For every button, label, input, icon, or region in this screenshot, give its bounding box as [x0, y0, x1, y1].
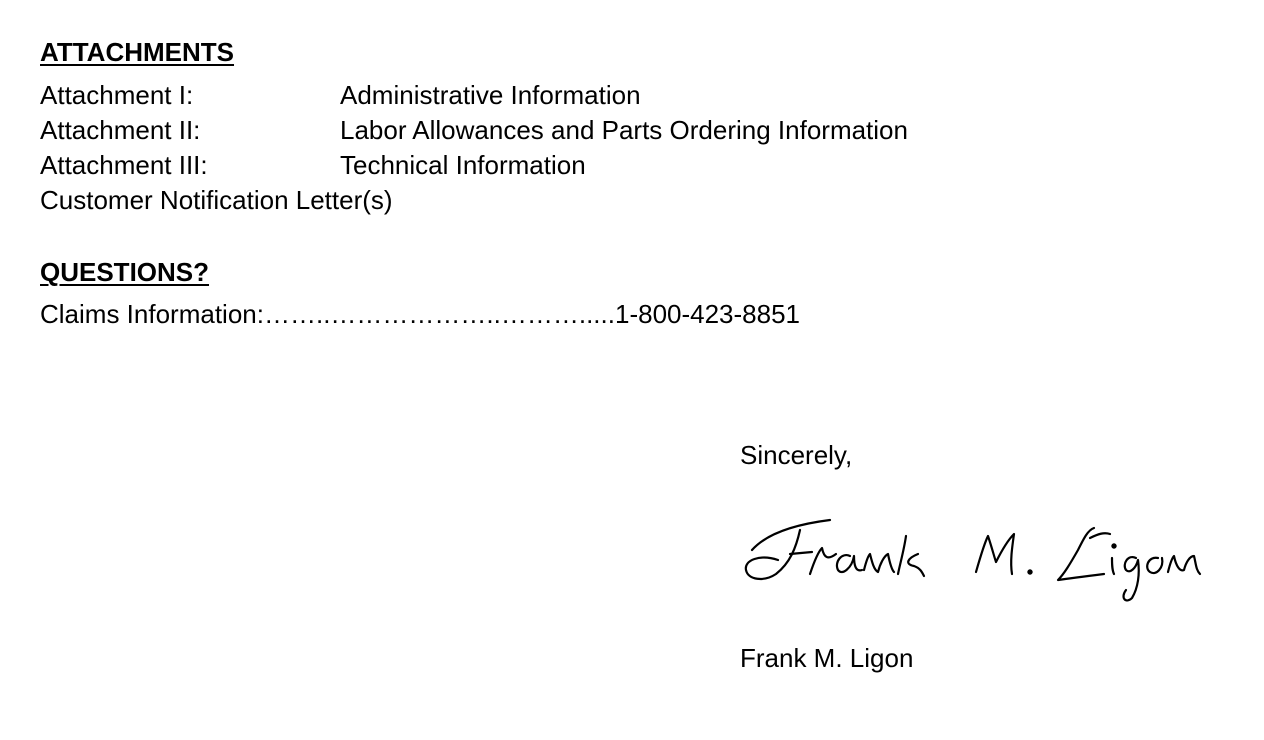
attachment-title: Administrative Information	[340, 80, 641, 110]
claims-information-line	[40, 297, 800, 332]
signature-graphic	[738, 508, 1208, 608]
closing-salutation: Sincerely,	[740, 440, 853, 470]
customer-notification-letters: Customer Notification Letter(s)	[40, 185, 393, 215]
handwritten-signature	[738, 508, 1208, 608]
attachment-title: Labor Allowances and Parts Ordering Information	[340, 115, 908, 145]
attachments-heading: ATTACHMENTS	[40, 37, 235, 67]
attachment-label: Attachment II:	[40, 115, 201, 145]
attachments-list	[40, 78, 1040, 218]
attachment-row	[40, 113, 1040, 148]
attachment-row	[40, 183, 1040, 218]
questions-heading: QUESTIONS?	[40, 257, 210, 287]
attachment-label: Attachment III:	[40, 150, 208, 180]
claims-leader-dots: ……..………………..……….....	[263, 299, 615, 329]
attachment-row	[40, 148, 1040, 183]
attachment-label: Attachment I:	[40, 80, 194, 110]
claims-label: Claims Information:	[40, 299, 264, 329]
attachment-title: Technical Information	[340, 150, 586, 180]
attachment-row	[40, 78, 1040, 113]
signer-name: Frank M. Ligon	[740, 643, 914, 673]
claims-phone-number: 1-800-423-8851	[614, 299, 801, 329]
